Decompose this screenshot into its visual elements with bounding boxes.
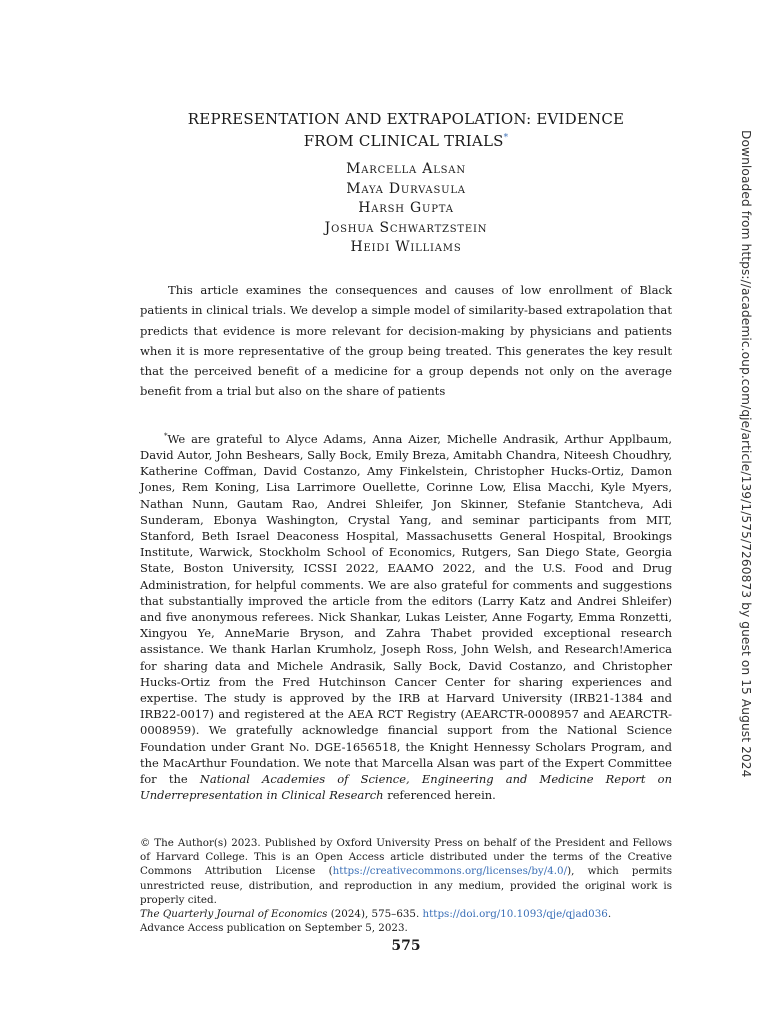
footnote-report-title: National Academies of Science, Engineering and Medicine Report on Underrepresentation in Clinical Research: [140, 772, 672, 803]
title-footnote-marker[interactable]: *: [503, 133, 509, 143]
author-name: Harsh Gupta: [358, 200, 454, 216]
paper-title: [140, 110, 672, 151]
journal-name: The Quarterly Journal of Economics: [140, 908, 328, 921]
doi-link[interactable]: https://doi.org/10.1093/qje/qjad036: [422, 908, 608, 921]
footnote-marker: *: [164, 432, 168, 440]
copyright-text-2: ), which permits unrestricted reuse, distribution, and reproduction in any medium, provided the original work is properly cited.: [140, 865, 672, 906]
title-line-2: [140, 129, 672, 151]
license-link[interactable]: https://creativecommons.org/licenses/by/4.0/: [332, 865, 568, 878]
author-name: Joshua Schwartzstein: [324, 219, 488, 236]
abstract: This article examines the consequences and causes of low enrollment of Black patients in clinical trials. We develop a simple model of similarity-based extrapolation that predicts that evidence is more relevant for decision-making by physicians and patients when it is more representative of the group being treated. This generates the key result that the perceived benefit of a medicine for a group depends not only on the average benefit from a trial but also on the share of patients: [140, 283, 672, 399]
copyright-notice: [140, 836, 672, 935]
footnote-text: We are grateful to Alyce Adams, Anna Aizer, Michelle Andrasik, Arthur Applbaum, David Autor, John Beshears, Sally Bock, Emily Breza, Amitabh Chandra, Niteesh Choudhry, Katherine Coffman, David Costanzo, Amy Finkelstein, Christopher Hucks-Ortiz, Damon Jones, Rem Koning, Lisa Larrimore Ouellette, Corinne Low, Elisa Macchi, Kyle Myers, Nathan Nunn, Gautam Rao, Andrei Shleifer, Jon Skinner, Stefanie Stantcheva, Adi Sunderam, Ebonya Washington, Crystal Yang, and seminar participants from MIT, Stanford, Beth Israel Deaconess Hospital, Massachusetts General Hospital, Brookings Institute, Warwick, Stockholm School of Economics, Rutgers, San Diego State, Georgia State, Boston University, ICSSI 2022, EAAMO 2022, and the U.S. Food and Drug Administration, for helpful comments. We are also grateful for comments and suggestions that substantially improved the article from the editors (Larry Katz and Andrei Shleifer) and five anonymous referees. Nick Shankar, Lukas Leister, Anne Fogarty, Emma Ronzetti, Xingyou Ye, AnneMarie Bryson, and Zahra Thabet provided exceptional research assistance. We thank Harlan Krumholz, Joseph Ross, John Welsh, and Research!America for sharing data and Michele Andrasik, Sally Bock, David Costanzo, and Christopher Hucks-Ortiz from the Fred Hutchinson Cancer Center for sharing experiences and expertise. The study is approved by the IRB at Harvard University (IRB21-1384 and IRB22-0017) and registered at the AEA RCT Registry (AEARCTR-0008957 and AEARCTR-0008959). We gratefully acknowledge financial support from the National Science Foundation under Grant No. DGE-1656518, the Knight Hennessy Scholars Program, and the MacArthur Foundation. We note that Marcella Alsan was part of the Expert Committee for the: [140, 431, 672, 787]
download-watermark: [736, 130, 756, 990]
copyright-text: © The Author(s) 2023. Published by Oxford University Press on behalf of the President and Fellows of Harvard College. This is an Open Access article distributed under the terms of the Creative Commons Attribution License (: [140, 837, 672, 878]
author-name: Maya Durvasula: [346, 180, 466, 197]
doi-end: .: [607, 908, 612, 921]
citation-pages: (2024), 575–635.: [327, 908, 423, 921]
footnote-text-end: referenced herein.: [383, 788, 496, 803]
title-line-1: REPRESENTATION AND EXTRAPOLATION: EVIDENCE: [187, 110, 625, 128]
author-list: [140, 160, 672, 258]
advance-access-date: Advance Access publication on September 5, 2023.: [140, 922, 408, 935]
acknowledgments-footnote: [140, 428, 672, 804]
author-name: Heidi Williams: [350, 239, 462, 255]
title-line-2-text: FROM CLINICAL TRIALS: [303, 132, 504, 150]
page-number: 575: [391, 938, 421, 954]
download-notice: Downloaded from https://academic.oup.com/qje/article/139/1/575/7260873 by guest on 15 August 2024: [739, 130, 753, 778]
author-name: Marcella Alsan: [346, 161, 466, 177]
